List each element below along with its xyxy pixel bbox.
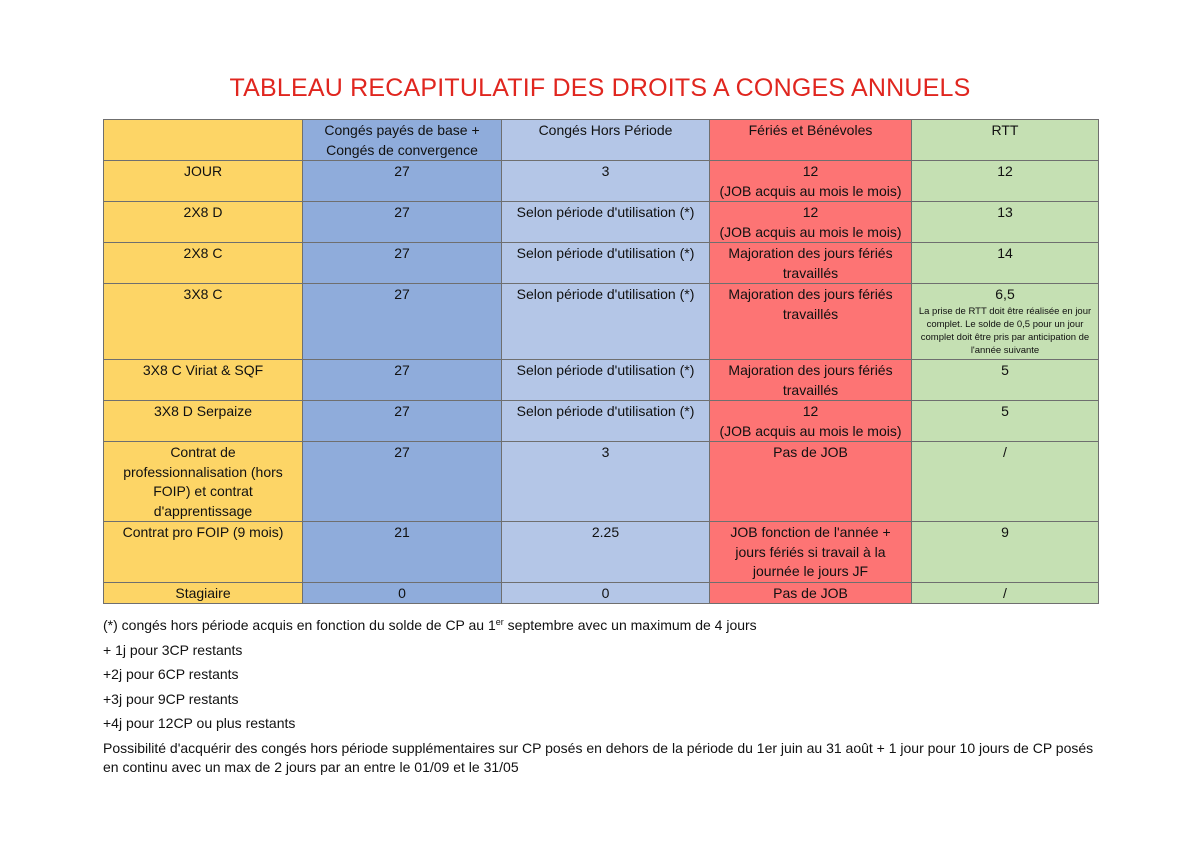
feries-cell: Pas de JOB	[710, 442, 912, 522]
table-row	[104, 243, 1099, 284]
header-feries: Fériés et Bénévoles	[710, 120, 912, 161]
rtt-cell	[912, 284, 1099, 360]
table-row	[104, 284, 1099, 360]
feries-detail: (JOB acquis au mois le mois)	[719, 223, 902, 240]
header-rtt: RTT	[912, 120, 1099, 161]
row-label: 2X8 D	[104, 202, 303, 243]
cp-cell: 21	[303, 522, 502, 583]
table-row	[104, 401, 1099, 442]
feries-cell: Majoration des jours fériés travaillés	[710, 360, 912, 401]
cp-cell: 0	[303, 582, 502, 604]
hors-periode-cell: Selon période d'utilisation (*)	[502, 360, 710, 401]
footnote	[103, 616, 1098, 635]
hors-periode-cell: Selon période d'utilisation (*)	[502, 202, 710, 243]
hors-periode-cell: Selon période d'utilisation (*)	[502, 243, 710, 284]
feries-cell	[710, 401, 912, 442]
table-row	[104, 442, 1099, 522]
cp-cell: 27	[303, 284, 502, 360]
footnotes	[103, 616, 1098, 782]
cp-cell: 27	[303, 401, 502, 442]
table-row	[104, 161, 1099, 202]
hors-periode-cell: 2.25	[502, 522, 710, 583]
feries-cell	[710, 202, 912, 243]
rtt-cell: 5	[912, 401, 1099, 442]
hors-periode-cell: 3	[502, 161, 710, 202]
table-row	[104, 360, 1099, 401]
rtt-cell: 5	[912, 360, 1099, 401]
cp-cell: 27	[303, 202, 502, 243]
hors-periode-cell: 0	[502, 582, 710, 604]
cp-cell: 27	[303, 161, 502, 202]
row-label: Contrat pro FOIP (9 mois)	[104, 522, 303, 583]
row-label: 3X8 C	[104, 284, 303, 360]
cp-cell: 27	[303, 360, 502, 401]
header-empty	[104, 120, 303, 161]
feries-detail: (JOB acquis au mois le mois)	[719, 422, 902, 439]
feries-cell: Majoration des jours fériés travaillés	[710, 243, 912, 284]
row-label: 3X8 D Serpaize	[104, 401, 303, 442]
rtt-cell: 9	[912, 522, 1099, 583]
feries-value: 12	[802, 403, 819, 419]
rtt-cell: /	[912, 442, 1099, 522]
recap-table	[103, 119, 1099, 604]
bullet-line: +2j pour 6CP restants	[103, 666, 239, 682]
table-row	[104, 582, 1099, 604]
extra-note: Possibilité d'acquérir des congés hors période supplémentaires sur CP posés en dehors de la période du 1er juin au 31 août + 1 jour pour 10 jours de CP posés en continu avec un max de 2 jours par an entre le 01/09 et le 31/05	[103, 739, 1094, 775]
header-row	[104, 120, 1099, 161]
footnote-end: septembre avec un maximum de 4 jours	[503, 617, 757, 633]
row-label: Contrat de professionnalisation (hors FOIP) et contrat d'apprentissage	[104, 442, 303, 522]
header-cp: Congés payés de base + Congés de convergence	[303, 120, 502, 161]
bullet-line: +3j pour 9CP restants	[103, 690, 239, 707]
row-label: Stagiaire	[104, 582, 303, 604]
rtt-cell: 12	[912, 161, 1099, 202]
feries-cell: JOB fonction de l'année + jours fériés si travail à la journée le jours JF	[710, 522, 912, 583]
bullet-line: +4j pour 12CP ou plus restants	[103, 715, 296, 731]
row-label: JOUR	[104, 161, 303, 202]
row-label: 2X8 C	[104, 243, 303, 284]
bullet-line: + 1j pour 3CP restants	[103, 641, 243, 658]
rtt-value: 6,5	[995, 286, 1015, 302]
table-row	[104, 202, 1099, 243]
table-row	[104, 522, 1099, 583]
rtt-note: La prise de RTT doit être réalisée en jour complet. Le solde de 0,5 pour un jour complet doit être pris par anticipation de l'année suivante	[918, 305, 1092, 356]
page-title: TABLEAU RECAPITULATIF DES DROITS A CONGES ANNUELS	[229, 74, 971, 102]
hors-periode-cell: Selon période d'utilisation (*)	[502, 401, 710, 442]
hors-periode-cell: Selon période d'utilisation (*)	[502, 284, 710, 360]
feries-cell	[710, 161, 912, 202]
rtt-cell: 13	[912, 202, 1099, 243]
cp-cell: 27	[303, 243, 502, 284]
feries-cell: Pas de JOB	[710, 582, 912, 604]
feries-value: 12	[802, 204, 819, 220]
feries-cell: Majoration des jours fériés travaillés	[710, 284, 912, 360]
cp-cell: 27	[303, 442, 502, 522]
feries-value: 12	[802, 163, 819, 179]
rtt-cell: /	[912, 582, 1099, 604]
row-label: 3X8 C Viriat & SQF	[104, 360, 303, 401]
footnote-superscript: er	[495, 617, 504, 627]
rtt-cell: 14	[912, 243, 1099, 284]
footnote-start: (*) congés hors période acquis en fonction du solde de CP au 1	[103, 617, 496, 633]
feries-detail: (JOB acquis au mois le mois)	[719, 182, 902, 199]
hors-periode-cell: 3	[502, 442, 710, 522]
header-hors-periode: Congés Hors Période	[502, 120, 710, 161]
